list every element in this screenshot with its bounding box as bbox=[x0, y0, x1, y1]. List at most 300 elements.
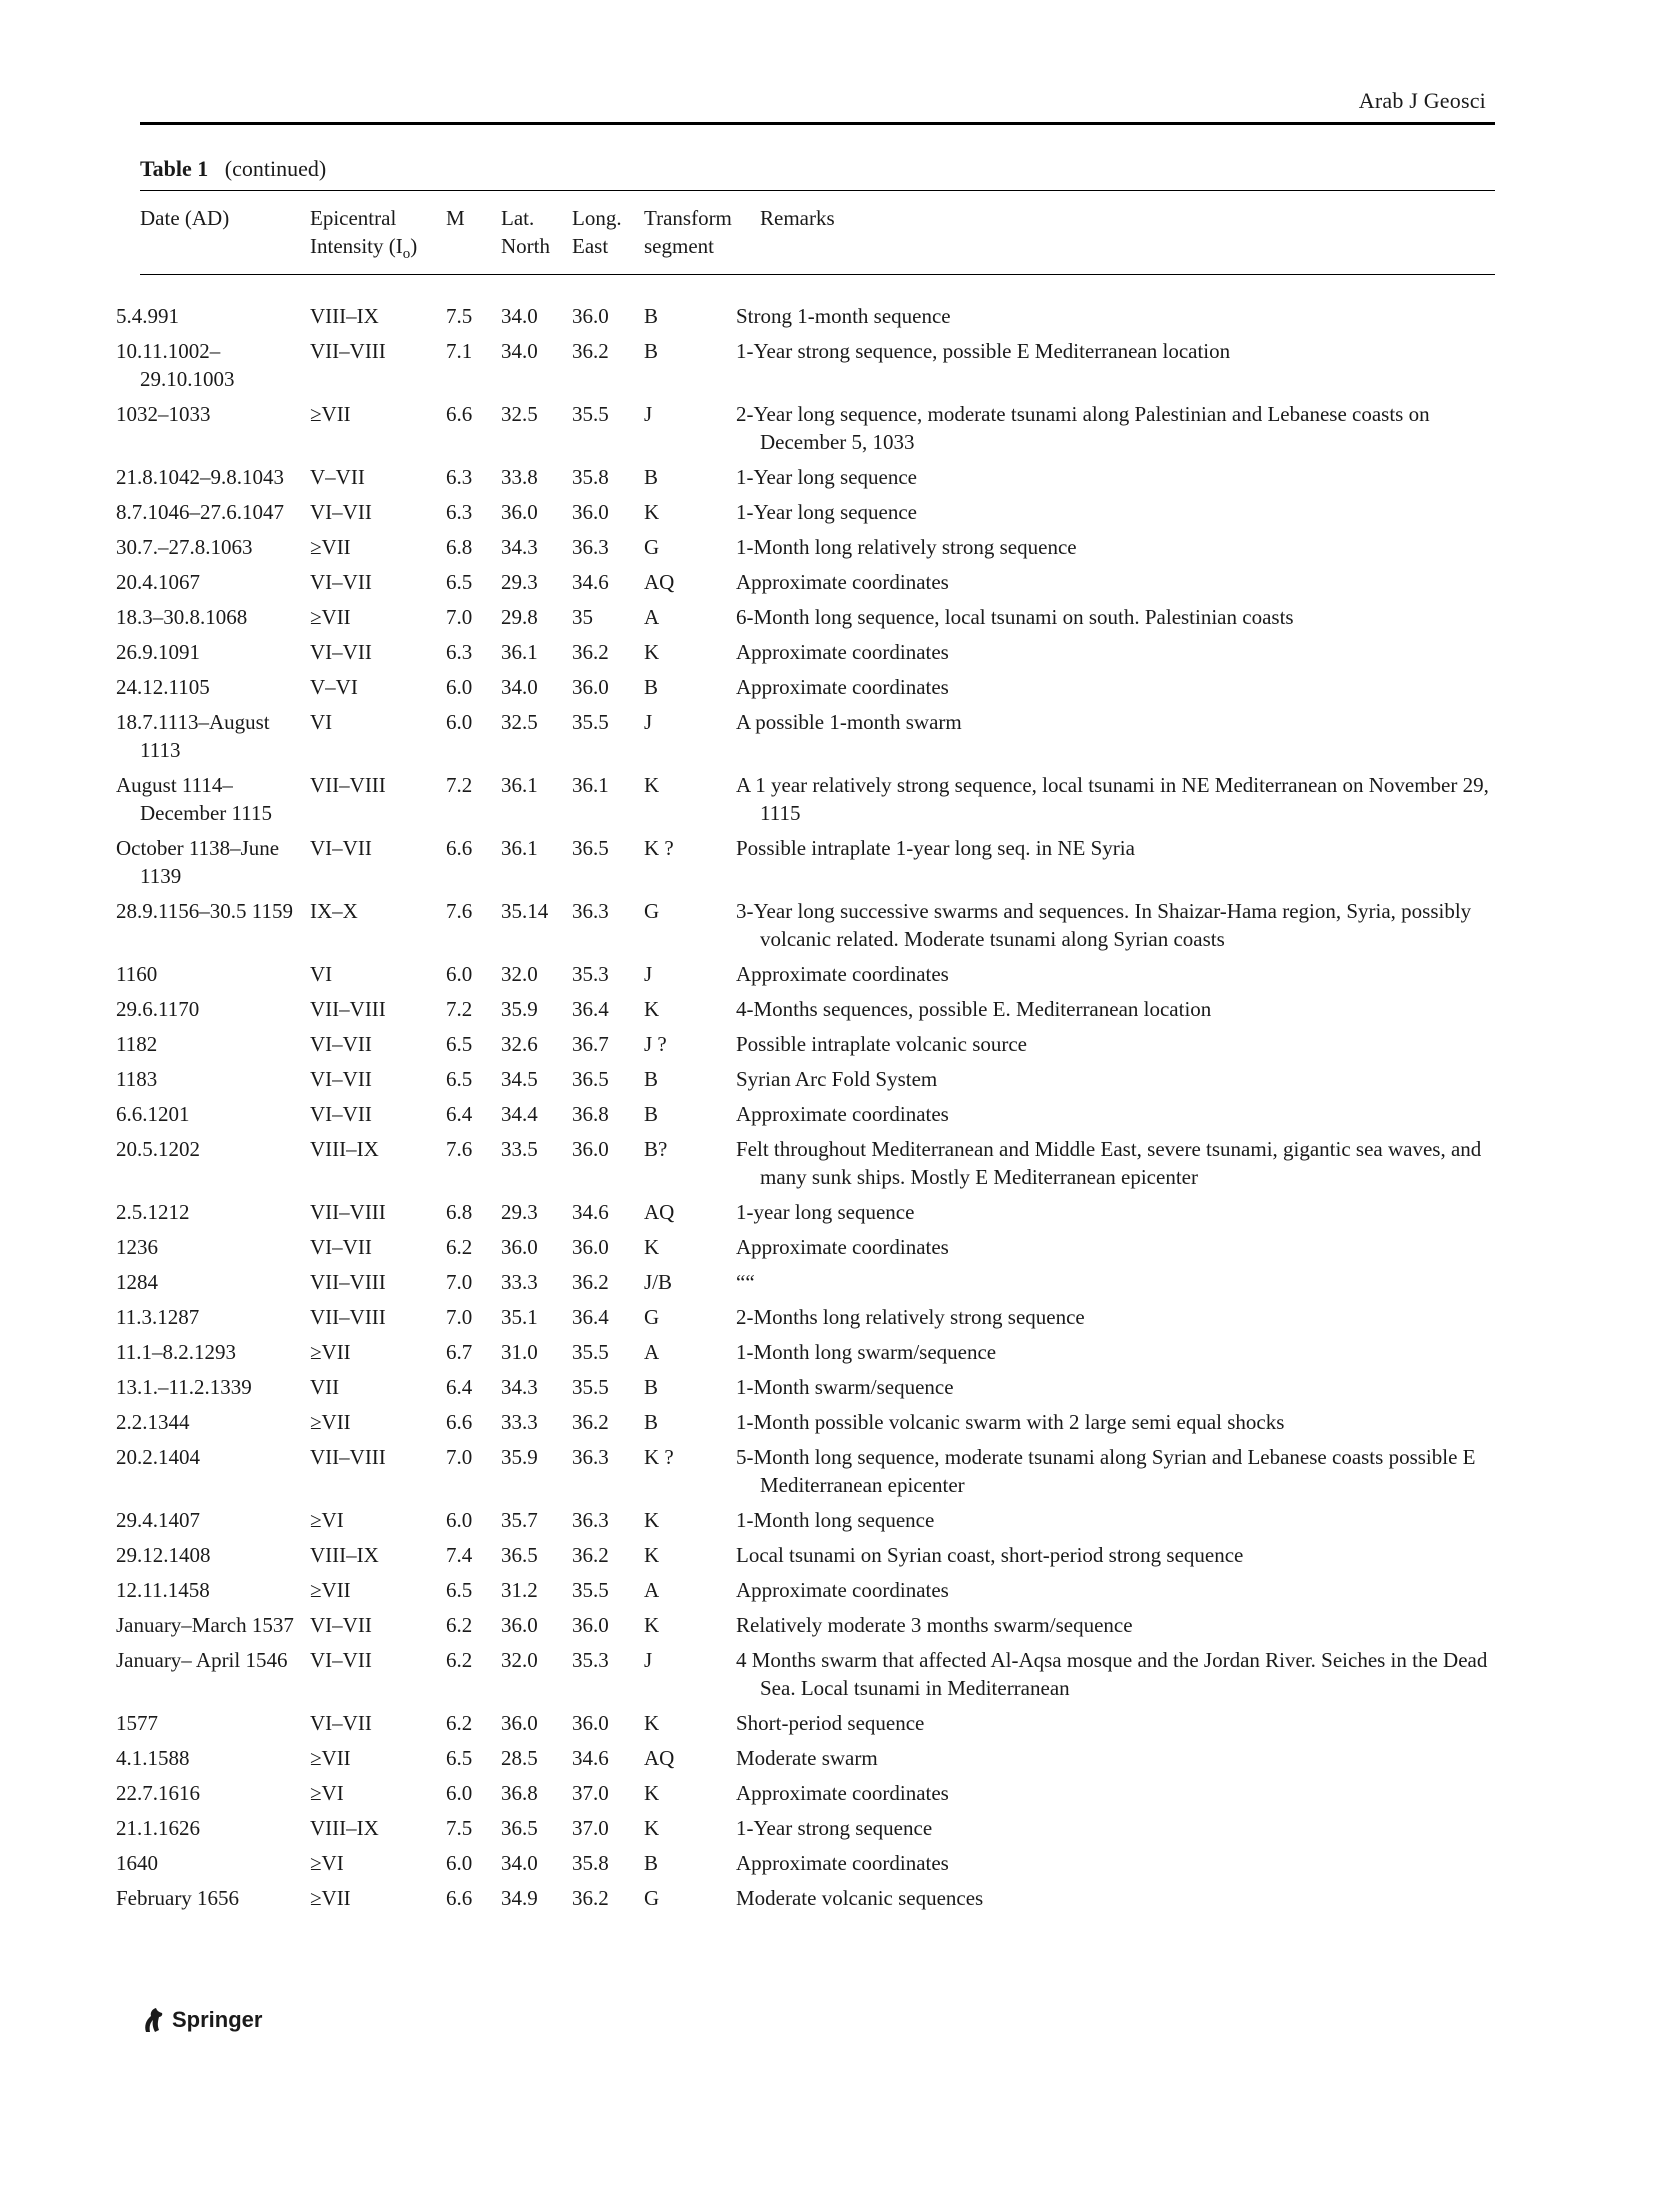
cell-intensity: ≥VII bbox=[310, 1340, 351, 1365]
cell-latitude: 34.9 bbox=[501, 1886, 538, 1911]
earthquake-table bbox=[116, 200, 1495, 1919]
cell-magnitude: 7.0 bbox=[446, 1445, 473, 1470]
cell-latitude: 34.3 bbox=[501, 1375, 538, 1400]
cell-segment: B bbox=[644, 1375, 659, 1400]
col-header-remarks: Remarks bbox=[760, 206, 835, 230]
cell-latitude: 35.9 bbox=[501, 997, 538, 1022]
cell-intensity: ≥VII bbox=[310, 605, 351, 630]
cell-intensity: ≥VII bbox=[310, 1410, 351, 1435]
col-header-latitude: Lat. North bbox=[501, 206, 550, 258]
cell-magnitude: 6.5 bbox=[446, 570, 473, 595]
cell-magnitude: 7.5 bbox=[446, 1816, 473, 1841]
cell-remarks: 1-Year strong sequence bbox=[736, 1816, 933, 1841]
cell-remarks: Local tsunami on Syrian coast, short-period strong sequence bbox=[736, 1543, 1244, 1568]
col-header-segment: Transform segment bbox=[644, 206, 732, 258]
table-continued-note: (continued) bbox=[224, 156, 327, 181]
cell-segment: J bbox=[644, 402, 653, 427]
cell-date: 6.6.1201 bbox=[116, 1102, 190, 1127]
cell-magnitude: 6.2 bbox=[446, 1711, 473, 1736]
cell-latitude: 35.7 bbox=[501, 1508, 538, 1533]
cell-latitude: 34.4 bbox=[501, 1102, 538, 1127]
cell-latitude: 34.0 bbox=[501, 339, 538, 364]
cell-longitude: 35 bbox=[572, 605, 593, 630]
cell-date: 2.5.1212 bbox=[116, 1200, 190, 1225]
cell-magnitude: 7.0 bbox=[446, 1305, 473, 1330]
cell-magnitude: 6.6 bbox=[446, 402, 473, 427]
cell-remarks: 1-Month long relatively strong sequence bbox=[736, 535, 1077, 560]
cell-longitude: 36.4 bbox=[572, 997, 609, 1022]
cell-intensity: V–VII bbox=[310, 465, 365, 490]
cell-intensity: ≥VII bbox=[310, 1578, 351, 1603]
cell-date: 10.11.1002–29.10.1003 bbox=[116, 339, 235, 392]
cell-intensity: VII–VIII bbox=[310, 1270, 386, 1295]
table-row bbox=[140, 1233, 1495, 1268]
cell-longitude: 34.6 bbox=[572, 1200, 609, 1225]
cell-remarks: Approximate coordinates bbox=[736, 1578, 949, 1603]
cell-remarks: 2-Year long sequence, moderate tsunami along Palestinian and Lebanese coasts on December 5, 1033 bbox=[736, 402, 1430, 455]
table-row bbox=[140, 1709, 1495, 1744]
cell-intensity: VIII–IX bbox=[310, 1543, 379, 1568]
cell-intensity: VIII–IX bbox=[310, 304, 379, 329]
table-row bbox=[140, 1198, 1495, 1233]
cell-latitude: 33.5 bbox=[501, 1137, 538, 1162]
table-row bbox=[140, 603, 1495, 638]
cell-intensity: ≥VI bbox=[310, 1781, 344, 1806]
cell-date: August 1114–December 1115 bbox=[116, 773, 272, 826]
cell-date: 22.7.1616 bbox=[116, 1781, 200, 1806]
cell-magnitude: 7.0 bbox=[446, 1270, 473, 1295]
cell-latitude: 34.0 bbox=[501, 1851, 538, 1876]
cell-remarks: Approximate coordinates bbox=[736, 1102, 949, 1127]
cell-magnitude: 7.2 bbox=[446, 773, 473, 798]
cell-magnitude: 6.8 bbox=[446, 535, 473, 560]
table-row bbox=[140, 1576, 1495, 1611]
cell-segment: B bbox=[644, 339, 659, 364]
cell-date: 21.8.1042–9.8.1043 bbox=[116, 465, 284, 490]
cell-segment: B bbox=[644, 675, 659, 700]
publisher-name: Springer bbox=[172, 2007, 263, 2032]
cell-intensity: ≥VI bbox=[310, 1851, 344, 1876]
cell-segment: G bbox=[644, 535, 660, 560]
cell-longitude: 36.0 bbox=[572, 304, 609, 329]
cell-longitude: 35.8 bbox=[572, 465, 609, 490]
cell-segment: G bbox=[644, 1886, 660, 1911]
cell-segment: J bbox=[644, 710, 653, 735]
cell-magnitude: 6.4 bbox=[446, 1375, 473, 1400]
cell-magnitude: 6.5 bbox=[446, 1032, 473, 1057]
cell-longitude: 35.3 bbox=[572, 1648, 609, 1673]
cell-magnitude: 6.0 bbox=[446, 1508, 473, 1533]
table-row bbox=[140, 673, 1495, 708]
cell-intensity: ≥VII bbox=[310, 1746, 351, 1771]
cell-date: 1182 bbox=[116, 1032, 158, 1057]
cell-segment: J ? bbox=[644, 1032, 667, 1057]
cell-magnitude: 6.3 bbox=[446, 640, 473, 665]
cell-latitude: 36.0 bbox=[501, 1711, 538, 1736]
cell-segment: K bbox=[644, 1711, 660, 1736]
cell-intensity: VIII–IX bbox=[310, 1137, 379, 1162]
table-row bbox=[140, 708, 1495, 771]
cell-remarks: Approximate coordinates bbox=[736, 1851, 949, 1876]
cell-longitude: 36.3 bbox=[572, 899, 609, 924]
cell-segment: B bbox=[644, 1102, 659, 1127]
cell-longitude: 36.3 bbox=[572, 1445, 609, 1470]
cell-longitude: 36.7 bbox=[572, 1032, 609, 1057]
cell-magnitude: 6.6 bbox=[446, 836, 473, 861]
table-row bbox=[140, 400, 1495, 463]
cell-latitude: 32.0 bbox=[501, 962, 538, 987]
cell-intensity: VI–VII bbox=[310, 836, 372, 861]
cell-segment: G bbox=[644, 1305, 660, 1330]
table-caption bbox=[140, 156, 326, 182]
cell-intensity: VII–VIII bbox=[310, 1200, 386, 1225]
table-row bbox=[140, 1030, 1495, 1065]
cell-intensity: VI bbox=[310, 962, 333, 987]
cell-date: 1032–1033 bbox=[116, 402, 211, 427]
cell-remarks: 4 Months swarm that affected Al-Aqsa mosque and the Jordan River. Seiches in the Dead Sea. Local tsunami in Mediterranean bbox=[736, 1648, 1488, 1701]
table-header-row bbox=[140, 200, 1495, 290]
cell-longitude: 35.5 bbox=[572, 1340, 609, 1365]
cell-magnitude: 6.0 bbox=[446, 1851, 473, 1876]
cell-date: 1160 bbox=[116, 962, 158, 987]
cell-magnitude: 7.5 bbox=[446, 304, 473, 329]
cell-longitude: 35.5 bbox=[572, 1578, 609, 1603]
cell-magnitude: 6.5 bbox=[446, 1578, 473, 1603]
table-row bbox=[140, 897, 1495, 960]
cell-intensity: ≥VII bbox=[310, 402, 351, 427]
cell-magnitude: 7.1 bbox=[446, 339, 473, 364]
cell-remarks: Approximate coordinates bbox=[736, 962, 949, 987]
cell-latitude: 36.5 bbox=[501, 1543, 538, 1568]
cell-segment: K bbox=[644, 500, 660, 525]
cell-longitude: 36.2 bbox=[572, 640, 609, 665]
cell-magnitude: 6.4 bbox=[446, 1102, 473, 1127]
table-row bbox=[140, 1408, 1495, 1443]
cell-date: 18.3–30.8.1068 bbox=[116, 605, 248, 630]
cell-date: 29.6.1170 bbox=[116, 997, 200, 1022]
journal-name: Arab J Geosci bbox=[1358, 88, 1486, 113]
table-row bbox=[140, 1779, 1495, 1814]
cell-date: 30.7.–27.8.1063 bbox=[116, 535, 253, 560]
cell-date: 26.9.1091 bbox=[116, 640, 200, 665]
cell-latitude: 36.1 bbox=[501, 773, 538, 798]
cell-longitude: 36.4 bbox=[572, 1305, 609, 1330]
cell-date: 5.4.991 bbox=[116, 304, 179, 329]
cell-remarks: Syrian Arc Fold System bbox=[736, 1067, 938, 1092]
cell-date: 1577 bbox=[116, 1711, 158, 1736]
cell-remarks: Approximate coordinates bbox=[736, 675, 949, 700]
cell-longitude: 35.5 bbox=[572, 402, 609, 427]
cell-intensity: VI–VII bbox=[310, 1648, 372, 1673]
cell-magnitude: 6.0 bbox=[446, 710, 473, 735]
cell-longitude: 36.8 bbox=[572, 1102, 609, 1127]
cell-intensity: VI–VII bbox=[310, 1711, 372, 1736]
cell-remarks: 4-Months sequences, possible E. Mediterranean location bbox=[736, 997, 1212, 1022]
table-row bbox=[140, 1849, 1495, 1884]
table-row bbox=[140, 1065, 1495, 1100]
table-row bbox=[140, 463, 1495, 498]
cell-longitude: 35.3 bbox=[572, 962, 609, 987]
cell-date: 1236 bbox=[116, 1235, 158, 1260]
cell-date: 4.1.1588 bbox=[116, 1746, 190, 1771]
cell-date: 11.1–8.2.1293 bbox=[116, 1340, 236, 1365]
cell-longitude: 35.8 bbox=[572, 1851, 609, 1876]
cell-remarks: Moderate volcanic sequences bbox=[736, 1886, 984, 1911]
cell-intensity: VI–VII bbox=[310, 570, 372, 595]
table-row bbox=[140, 1338, 1495, 1373]
cell-magnitude: 6.0 bbox=[446, 1781, 473, 1806]
table-row bbox=[140, 290, 1495, 337]
col-header-magnitude: M bbox=[446, 206, 465, 230]
cell-magnitude: 6.3 bbox=[446, 500, 473, 525]
cell-segment: J bbox=[644, 1648, 653, 1673]
cell-magnitude: 6.8 bbox=[446, 1200, 473, 1225]
table-row bbox=[140, 834, 1495, 897]
cell-remarks: Relatively moderate 3 months swarm/sequence bbox=[736, 1613, 1133, 1638]
cell-intensity: VII–VIII bbox=[310, 997, 386, 1022]
cell-latitude: 29.8 bbox=[501, 605, 538, 630]
cell-latitude: 33.3 bbox=[501, 1410, 538, 1435]
cell-date: 1183 bbox=[116, 1067, 158, 1092]
table-row bbox=[140, 1100, 1495, 1135]
cell-date: 20.2.1404 bbox=[116, 1445, 200, 1470]
cell-remarks: Strong 1-month sequence bbox=[736, 304, 951, 329]
cell-longitude: 34.6 bbox=[572, 570, 609, 595]
cell-date: 13.1.–11.2.1339 bbox=[116, 1375, 252, 1400]
cell-magnitude: 6.5 bbox=[446, 1746, 473, 1771]
cell-segment: AQ bbox=[644, 1200, 675, 1225]
cell-segment: K bbox=[644, 1613, 660, 1638]
cell-longitude: 36.2 bbox=[572, 339, 609, 364]
cell-intensity: ≥VII bbox=[310, 535, 351, 560]
cell-segment: B bbox=[644, 1410, 659, 1435]
cell-remarks: Felt throughout Mediterranean and Middle East, severe tsunami, gigantic sea waves, and many sunk ships. Mostly E Mediterranean epicenter bbox=[736, 1137, 1482, 1190]
cell-intensity: VI bbox=[310, 710, 333, 735]
cell-latitude: 29.3 bbox=[501, 570, 538, 595]
cell-segment: AQ bbox=[644, 570, 675, 595]
cell-remarks: Approximate coordinates bbox=[736, 1235, 949, 1260]
cell-longitude: 36.5 bbox=[572, 1067, 609, 1092]
cell-latitude: 31.2 bbox=[501, 1578, 538, 1603]
cell-longitude: 36.5 bbox=[572, 836, 609, 861]
cell-magnitude: 6.2 bbox=[446, 1613, 473, 1638]
cell-magnitude: 7.2 bbox=[446, 997, 473, 1022]
cell-intensity: VII–VIII bbox=[310, 773, 386, 798]
cell-remarks: Approximate coordinates bbox=[736, 1781, 949, 1806]
cell-segment: B bbox=[644, 1067, 659, 1092]
cell-latitude: 34.5 bbox=[501, 1067, 538, 1092]
table-row bbox=[140, 960, 1495, 995]
cell-latitude: 36.8 bbox=[501, 1781, 538, 1806]
col-header-date: Date (AD) bbox=[140, 206, 230, 230]
cell-latitude: 32.0 bbox=[501, 1648, 538, 1673]
cell-segment: K bbox=[644, 1816, 660, 1841]
cell-longitude: 37.0 bbox=[572, 1816, 609, 1841]
cell-segment: B bbox=[644, 1851, 659, 1876]
cell-date: 11.3.1287 bbox=[116, 1305, 200, 1330]
cell-latitude: 36.0 bbox=[501, 500, 538, 525]
cell-longitude: 36.3 bbox=[572, 535, 609, 560]
cell-latitude: 29.3 bbox=[501, 1200, 538, 1225]
cell-date: 24.12.1105 bbox=[116, 675, 210, 700]
cell-date: 29.4.1407 bbox=[116, 1508, 200, 1533]
table-row bbox=[140, 638, 1495, 673]
table-row bbox=[140, 568, 1495, 603]
table-row bbox=[140, 771, 1495, 834]
cell-segment: K ? bbox=[644, 836, 674, 861]
table-row bbox=[140, 1814, 1495, 1849]
cell-remarks: A possible 1-month swarm bbox=[736, 710, 962, 735]
cell-intensity: ≥VII bbox=[310, 1886, 351, 1911]
cell-intensity: VI–VII bbox=[310, 1235, 372, 1260]
cell-magnitude: 6.5 bbox=[446, 1067, 473, 1092]
table-row bbox=[140, 1884, 1495, 1919]
cell-longitude: 36.0 bbox=[572, 1235, 609, 1260]
cell-remarks: 1-Month long sequence bbox=[736, 1508, 935, 1533]
cell-magnitude: 7.0 bbox=[446, 605, 473, 630]
table-row bbox=[140, 1506, 1495, 1541]
cell-latitude: 36.5 bbox=[501, 1816, 538, 1841]
cell-segment: K bbox=[644, 773, 660, 798]
table-row bbox=[140, 995, 1495, 1030]
table-label: Table 1 bbox=[140, 156, 209, 181]
cell-remarks: 1-Month swarm/sequence bbox=[736, 1375, 954, 1400]
cell-longitude: 36.3 bbox=[572, 1508, 609, 1533]
table-row bbox=[140, 1646, 1495, 1709]
cell-magnitude: 6.2 bbox=[446, 1648, 473, 1673]
cell-longitude: 37.0 bbox=[572, 1781, 609, 1806]
cell-remarks: 1-Year strong sequence, possible E Mediterranean location bbox=[736, 339, 1231, 364]
cell-longitude: 34.6 bbox=[572, 1746, 609, 1771]
cell-magnitude: 6.6 bbox=[446, 1886, 473, 1911]
cell-remarks: ““ bbox=[736, 1270, 755, 1295]
cell-longitude: 36.0 bbox=[572, 675, 609, 700]
cell-longitude: 36.0 bbox=[572, 500, 609, 525]
cell-remarks: Approximate coordinates bbox=[736, 570, 949, 595]
cell-segment: K ? bbox=[644, 1445, 674, 1470]
cell-date: 21.1.1626 bbox=[116, 1816, 200, 1841]
table-row bbox=[140, 1135, 1495, 1198]
cell-latitude: 36.1 bbox=[501, 640, 538, 665]
cell-intensity: VII–VIII bbox=[310, 1445, 386, 1470]
table-row bbox=[140, 1373, 1495, 1408]
cell-latitude: 35.14 bbox=[501, 899, 549, 924]
cell-latitude: 31.0 bbox=[501, 1340, 538, 1365]
cell-date: 2.2.1344 bbox=[116, 1410, 190, 1435]
cell-remarks: 5-Month long sequence, moderate tsunami along Syrian and Lebanese coasts possible E Mediterranean epicenter bbox=[736, 1445, 1476, 1498]
table-row bbox=[140, 498, 1495, 533]
cell-segment: B bbox=[644, 304, 659, 329]
cell-latitude: 32.5 bbox=[501, 710, 538, 735]
cell-latitude: 36.1 bbox=[501, 836, 538, 861]
cell-date: 28.9.1156–30.5 1159 bbox=[116, 899, 293, 924]
cell-latitude: 35.9 bbox=[501, 1445, 538, 1470]
table-body bbox=[116, 290, 1495, 1919]
cell-magnitude: 7.6 bbox=[446, 1137, 473, 1162]
cell-remarks: Short-period sequence bbox=[736, 1711, 925, 1736]
cell-remarks: A 1 year relatively strong sequence, local tsunami in NE Mediterranean on November 29, 1115 bbox=[736, 773, 1489, 826]
cell-magnitude: 6.0 bbox=[446, 962, 473, 987]
cell-date: 18.7.1113–August 1113 bbox=[116, 710, 270, 763]
cell-date: February 1656 bbox=[116, 1886, 240, 1911]
cell-latitude: 34.0 bbox=[501, 675, 538, 700]
cell-longitude: 36.2 bbox=[572, 1543, 609, 1568]
cell-intensity: VI–VII bbox=[310, 1102, 372, 1127]
cell-remarks: 1-Year long sequence bbox=[736, 500, 917, 525]
cell-intensity: VII–VIII bbox=[310, 1305, 386, 1330]
springer-horse-icon bbox=[140, 2006, 166, 2034]
cell-remarks: Moderate swarm bbox=[736, 1746, 878, 1771]
table-row bbox=[140, 1744, 1495, 1779]
cell-intensity: VI–VII bbox=[310, 1613, 372, 1638]
table-row bbox=[140, 1611, 1495, 1646]
cell-segment: K bbox=[644, 640, 660, 665]
cell-magnitude: 6.3 bbox=[446, 465, 473, 490]
cell-date: January– April 1546 bbox=[116, 1648, 288, 1673]
cell-latitude: 36.0 bbox=[501, 1613, 538, 1638]
cell-magnitude: 7.4 bbox=[446, 1543, 473, 1568]
publisher-footer bbox=[140, 2006, 262, 2034]
table-row bbox=[140, 1268, 1495, 1303]
cell-magnitude: 6.2 bbox=[446, 1235, 473, 1260]
cell-longitude: 36.2 bbox=[572, 1410, 609, 1435]
col-header-intensity: Epicentral Intensity $(I_o)$ bbox=[310, 206, 418, 263]
cell-remarks: Possible intraplate 1-year long seq. in NE Syria bbox=[736, 836, 1135, 861]
cell-longitude: 36.0 bbox=[572, 1613, 609, 1638]
cell-longitude: 35.5 bbox=[572, 1375, 609, 1400]
cell-segment: K bbox=[644, 1508, 660, 1533]
table-row bbox=[140, 1443, 1495, 1506]
cell-segment: A bbox=[644, 605, 660, 630]
cell-intensity: VI–VII bbox=[310, 640, 372, 665]
table-row bbox=[140, 533, 1495, 568]
cell-segment: AQ bbox=[644, 1746, 675, 1771]
cell-intensity: VI–VII bbox=[310, 500, 372, 525]
cell-latitude: 28.5 bbox=[501, 1746, 538, 1771]
cell-intensity: VI–VII bbox=[310, 1032, 372, 1057]
cell-longitude: 35.5 bbox=[572, 710, 609, 735]
cell-date: 20.4.1067 bbox=[116, 570, 200, 595]
col-header-longitude: Long. East bbox=[572, 206, 622, 258]
cell-segment: G bbox=[644, 899, 660, 924]
cell-longitude: 36.1 bbox=[572, 773, 609, 798]
cell-segment: K bbox=[644, 997, 660, 1022]
cell-latitude: 33.8 bbox=[501, 465, 538, 490]
cell-magnitude: 7.6 bbox=[446, 899, 473, 924]
cell-date: 8.7.1046–27.6.1047 bbox=[116, 500, 284, 525]
cell-segment: J bbox=[644, 962, 653, 987]
cell-segment: K bbox=[644, 1781, 660, 1806]
table-row bbox=[140, 337, 1495, 400]
cell-segment: K bbox=[644, 1543, 660, 1568]
cell-longitude: 36.0 bbox=[572, 1137, 609, 1162]
cell-remarks: Approximate coordinates bbox=[736, 640, 949, 665]
cell-intensity: VIII–IX bbox=[310, 1816, 379, 1841]
cell-remarks: 2-Months long relatively strong sequence bbox=[736, 1305, 1085, 1330]
cell-intensity: VII–VIII bbox=[310, 339, 386, 364]
cell-latitude: 33.3 bbox=[501, 1270, 538, 1295]
cell-magnitude: 6.6 bbox=[446, 1410, 473, 1435]
cell-remarks: 3-Year long successive swarms and sequences. In Shaizar-Hama region, Syria, possibly volcanic related. Moderate tsunami along Syrian coasts bbox=[736, 899, 1472, 952]
cell-remarks: 1-Month possible volcanic swarm with 2 large semi equal shocks bbox=[736, 1410, 1285, 1435]
cell-intensity: IX–X bbox=[310, 899, 358, 924]
cell-date: 20.5.1202 bbox=[116, 1137, 200, 1162]
cell-date: 29.12.1408 bbox=[116, 1543, 211, 1568]
cell-segment: A bbox=[644, 1578, 660, 1603]
cell-date: 12.11.1458 bbox=[116, 1578, 210, 1603]
cell-intensity: VII bbox=[310, 1375, 340, 1400]
cell-remarks: Possible intraplate volcanic source bbox=[736, 1032, 1027, 1057]
